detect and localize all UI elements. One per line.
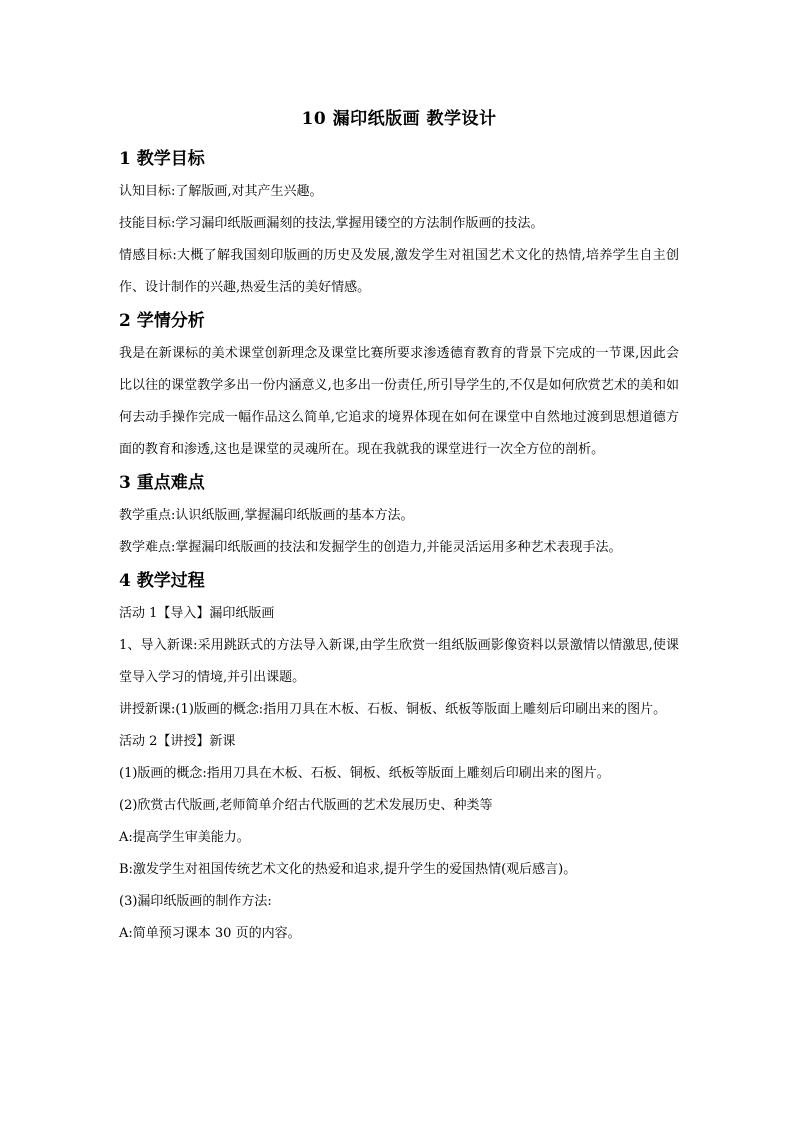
paragraph-making-method: (3)漏印纸版画的制作方法: [119,894,272,909]
paragraph-item-a-aesthetic: A:提高学生审美能力。 [119,830,250,845]
paragraph-emotional-goal: 情感目标:大概了解我国刻印版画的历史及发展,激发学生对祖国艺术文化的热情,培养学生自主创作、设计制作的兴趣,热爱生活的美好情感。 [119,248,679,295]
paragraph-ancient-prints: (2)欣赏古代版画,老师简单介绍古代版画的艺术发展历史、种类等 [119,798,493,813]
section-heading-teaching-goals: 1 教学目标 [119,149,205,169]
paragraph-item-a-preview: A:简单预习课本 30 页的内容。 [119,926,301,941]
page-title: 10 漏印纸版画 教学设计 [301,109,497,129]
section-heading-teaching-process: 4 教学过程 [119,571,205,591]
section-heading-student-analysis: 2 学情分析 [119,311,205,331]
paragraph-activity-1: 活动 1【导入】漏印纸版画 [119,606,275,621]
paragraph-lecture-new-lesson: 讲授新课:(1)版画的概念:指用刀具在木板、石板、铜板、纸板等版面上雕刻后印刷出来的图片。 [119,702,667,717]
paragraph-item-b-patriotism: B:激发学生对祖国传统艺术文化的热爱和追求,提升学生的爱国热情(观后感言)。 [119,862,577,877]
paragraph-intro-new-lesson: 1、导入新课:采用跳跃式的方法导入新课,由学生欣赏一组纸版画影像资料以景激情以情激思,使课堂导入学习的情境,并引出课题。 [119,638,679,685]
paragraph-skill-goal: 技能目标:学习漏印纸版画漏刻的技法,掌握用镂空的方法制作版画的技法。 [119,216,544,231]
paragraph-key-point: 教学重点:认识纸版画,掌握漏印纸版画的基本方法。 [119,508,414,523]
document-content [119,106,679,950]
section-heading-key-points: 3 重点难点 [119,473,205,493]
paragraph-print-concept: (1)版画的概念:指用刀具在木板、石板、铜板、纸板等版面上雕刻后印刷出来的图片。 [119,766,610,781]
paragraph-cognitive-goal: 认知目标:了解版画,对其产生兴趣。 [119,184,323,199]
paragraph-difficult-point: 教学难点:掌握漏印纸版画的技法和发掘学生的创造力,并能灵活运用多种艺术表现手法。 [119,540,622,555]
paragraph-student-analysis: 我是在新课标的美术课堂创新理念及课堂比赛所要求渗透德育教育的背景下完成的一节课,因此会比以往的课堂教学多出一份内涵意义,也多出一份责任,所引导学生的,不仅是如何欣赏艺术的美和如何去动手操作完成一幅作品这么简单,它追求的境界体现在如何在课堂中自然地过渡到思想道德方面的教育和渗透,这也是课堂的灵魂所在。现在我就我的课堂进行一次全方位的剖析。 [119,346,679,457]
paragraph-activity-2: 活动 2【讲授】新课 [119,734,236,749]
